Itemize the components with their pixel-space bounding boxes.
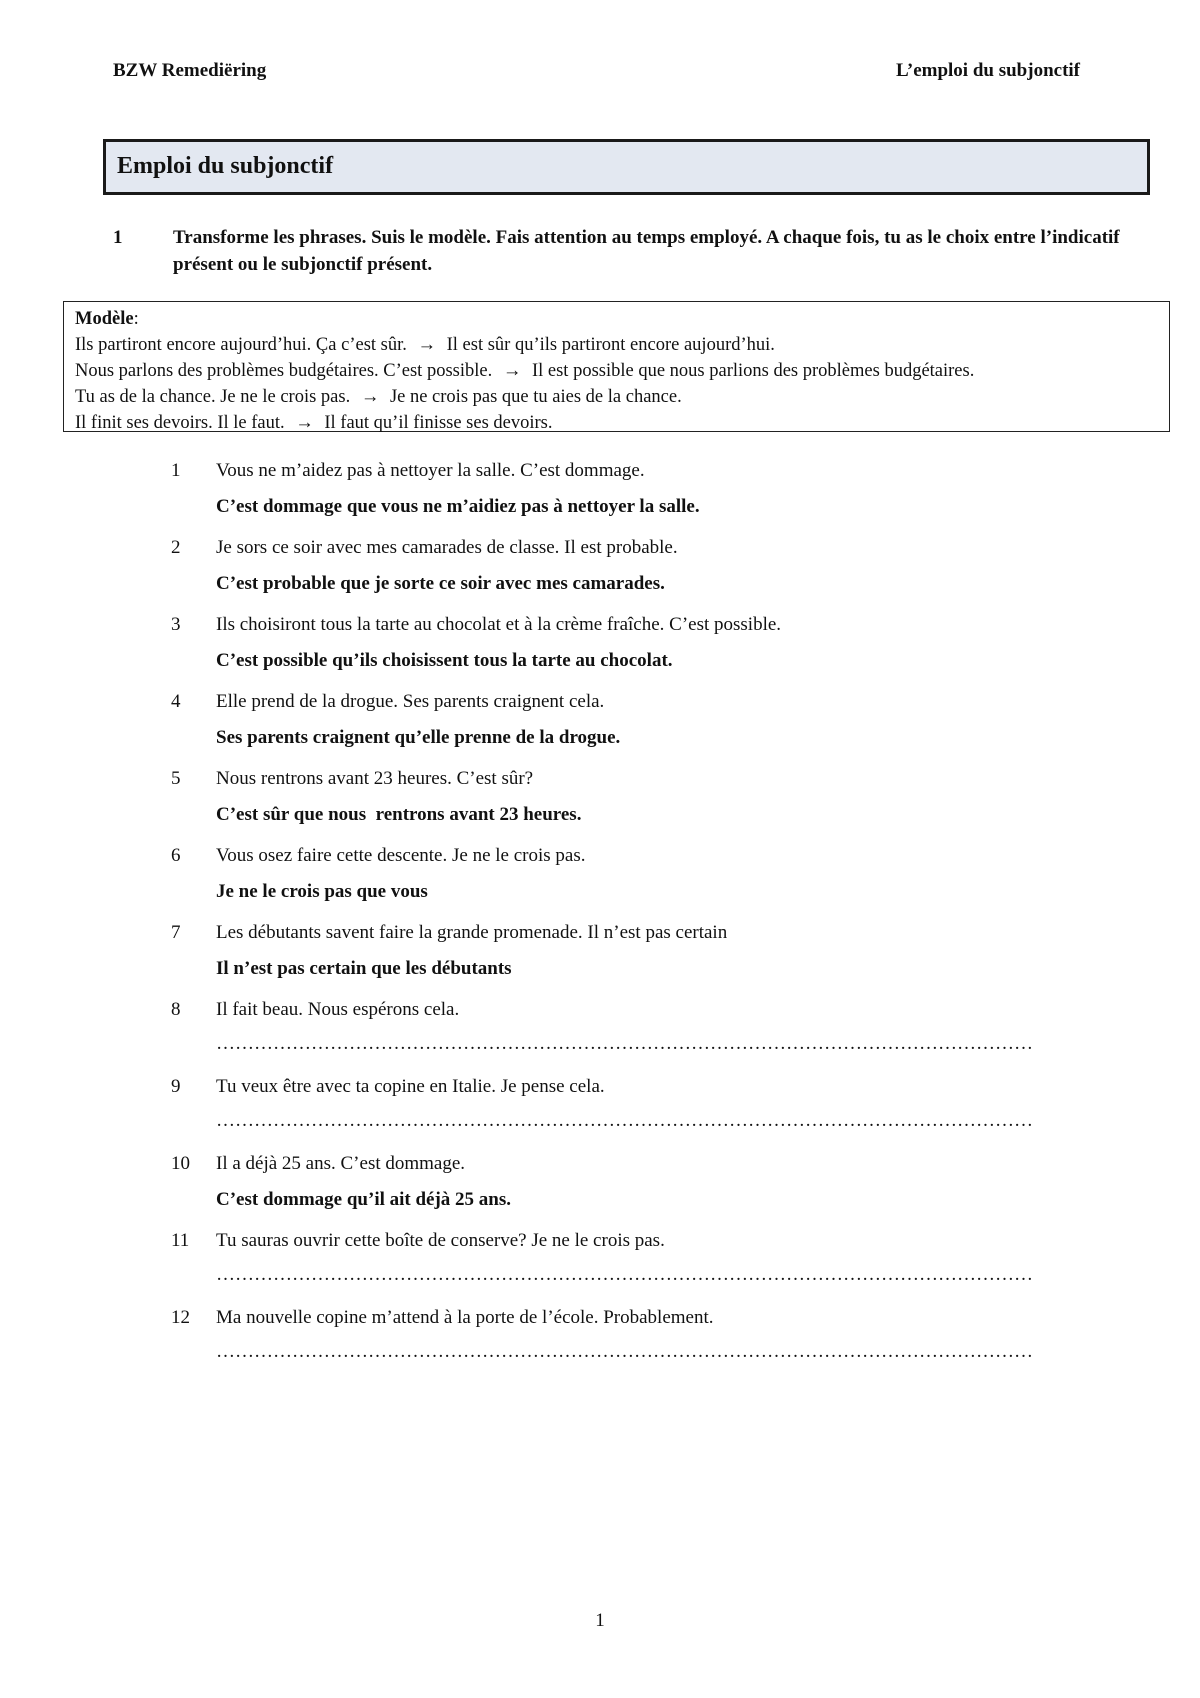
- exercise-answer: C’est dommage qu’il ait déjà 25 ans.: [216, 1189, 512, 1210]
- model-source: Nous parlons des problèmes budgétaires. C’est possible.: [75, 361, 493, 381]
- arrow-icon: →: [360, 387, 380, 407]
- exercise-question: Je sors ce soir avec mes camarades de classe. Il est probable.: [216, 537, 678, 558]
- model-title: Modèle: [75, 309, 134, 329]
- exercise-item: [0, 1151, 1200, 1228]
- exercise-question: Il fait beau. Nous espérons cela.: [216, 999, 460, 1020]
- model-result: Il faut qu’il finisse ses devoirs.: [324, 413, 553, 433]
- model-line: [75, 410, 1169, 436]
- header-right: L’emploi du subjonctif: [895, 60, 1080, 81]
- arrow-icon: →: [502, 361, 522, 381]
- page-title: Emploi du subjonctif: [117, 153, 334, 179]
- exercise-answer: C’est sûr que nous rentrons avant 23 heures.: [216, 804, 582, 825]
- answer-blank-line[interactable]: …………………………………………………………………………………………………………………: [216, 1264, 1033, 1285]
- exercise-question: Elle prend de la drogue. Ses parents craignent cela.: [216, 691, 605, 712]
- model-result: Je ne crois pas que tu aies de la chance.: [389, 387, 682, 407]
- header-left: BZW Remediëring: [113, 60, 267, 81]
- instruction-number: 1: [113, 227, 123, 248]
- exercise-answer: Ses parents craignent qu’elle prenne de la drogue.: [216, 727, 621, 748]
- exercise-item: [0, 766, 1200, 843]
- answer-blank-line[interactable]: …………………………………………………………………………………………………………………: [216, 1110, 1033, 1131]
- exercise-number: 6: [171, 845, 181, 866]
- model-result: Il est sûr qu’ils partiront encore aujourd’hui.: [446, 335, 775, 355]
- exercise-item: [0, 458, 1200, 535]
- exercise-list: [0, 458, 1200, 1382]
- exercise-number: 3: [171, 614, 181, 635]
- exercise-item: [0, 1228, 1200, 1305]
- model-box: Modèle: Ils partiront encore aujourd’hui. Ça c’est sûr. → Il est sûr qu’ils partiront encore aujourd’hui. Nous parlons des problèmes budgétaires. C’est possible. → Il est possible que nous parlions des problèmes budgétaires. Tu as de la chance. Je ne le crois pas. → Je ne crois pas que tu aies de la chance. Il finit ses devoirs. Il le faut. → Il faut qu’il finisse ses devoirs.: [63, 301, 1170, 432]
- exercise-item: [0, 997, 1200, 1074]
- exercise-item: [0, 843, 1200, 920]
- exercise-question: Les débutants savent faire la grande promenade. Il n’est pas certain: [216, 922, 728, 943]
- exercise-number: 11: [171, 1230, 190, 1251]
- exercise-number: 10: [171, 1153, 190, 1174]
- exercise-question: Nous rentrons avant 23 heures. C’est sûr?: [216, 768, 534, 789]
- exercise-number: 2: [171, 537, 181, 558]
- exercise-number: 12: [171, 1307, 190, 1328]
- page-number: 1: [595, 1610, 605, 1631]
- answer-blank-line[interactable]: …………………………………………………………………………………………………………………: [216, 1341, 1033, 1362]
- exercise-item: [0, 920, 1200, 997]
- exercise-item: [0, 535, 1200, 612]
- model-line: [75, 332, 1169, 358]
- exercise-question: Ma nouvelle copine m’attend à la porte de l’école. Probablement.: [216, 1307, 714, 1328]
- exercise-question: Ils choisiront tous la tarte au chocolat et à la crème fraîche. C’est possible.: [216, 614, 782, 635]
- exercise-item: [0, 689, 1200, 766]
- exercise-question: Il a déjà 25 ans. C’est dommage.: [216, 1153, 466, 1174]
- exercise-answer: C’est possible qu’ils choisissent tous la tarte au chocolat.: [216, 650, 673, 671]
- exercise-question: Tu sauras ouvrir cette boîte de conserve? Je ne le crois pas.: [216, 1230, 665, 1251]
- model-source: Tu as de la chance. Je ne le crois pas.: [75, 387, 351, 407]
- exercise-question: Tu veux être avec ta copine en Italie. Je pense cela.: [216, 1076, 605, 1097]
- exercise-question: Vous osez faire cette descente. Je ne le crois pas.: [216, 845, 586, 866]
- arrow-icon: →: [417, 335, 436, 355]
- exercise-item: [0, 1074, 1200, 1151]
- arrow-icon: →: [295, 413, 314, 433]
- model-line: [75, 358, 1169, 384]
- model-source: Il finit ses devoirs. Il le faut.: [75, 413, 285, 433]
- page-header: [113, 60, 1080, 86]
- exercise-number: 8: [171, 999, 181, 1020]
- exercise-number: 1: [171, 460, 181, 481]
- exercise-answer: C’est dommage que vous ne m’aidiez pas à nettoyer la salle.: [216, 496, 700, 517]
- exercise-number: 4: [171, 691, 181, 712]
- model-result: Il est possible que nous parlions des problèmes budgétaires.: [531, 361, 975, 381]
- exercise-number: 5: [171, 768, 181, 789]
- exercise-item: [0, 1305, 1200, 1382]
- exercise-question: Vous ne m’aidez pas à nettoyer la salle. C’est dommage.: [216, 460, 645, 481]
- instruction-text: Transforme les phrases. Suis le modèle. Fais attention au temps employé. A chaque fois, tu as le choix entre l’indicatif présent ou le subjonctif présent.: [173, 227, 1120, 275]
- exercise-answer: Je ne le crois pas que vous: [216, 881, 428, 902]
- exercise-answer: Il n’est pas certain que les débutants: [216, 958, 512, 979]
- exercise-item: [0, 612, 1200, 689]
- model-line: [75, 384, 1169, 410]
- title-box: [103, 139, 1150, 195]
- exercise-number: 9: [171, 1076, 181, 1097]
- exercise-number: 7: [171, 922, 181, 943]
- exercise-answer: C’est probable que je sorte ce soir avec mes camarades.: [216, 573, 665, 594]
- model-source: Ils partiront encore aujourd’hui. Ça c’est sûr.: [75, 335, 407, 355]
- answer-blank-line[interactable]: …………………………………………………………………………………………………………………: [216, 1033, 1033, 1054]
